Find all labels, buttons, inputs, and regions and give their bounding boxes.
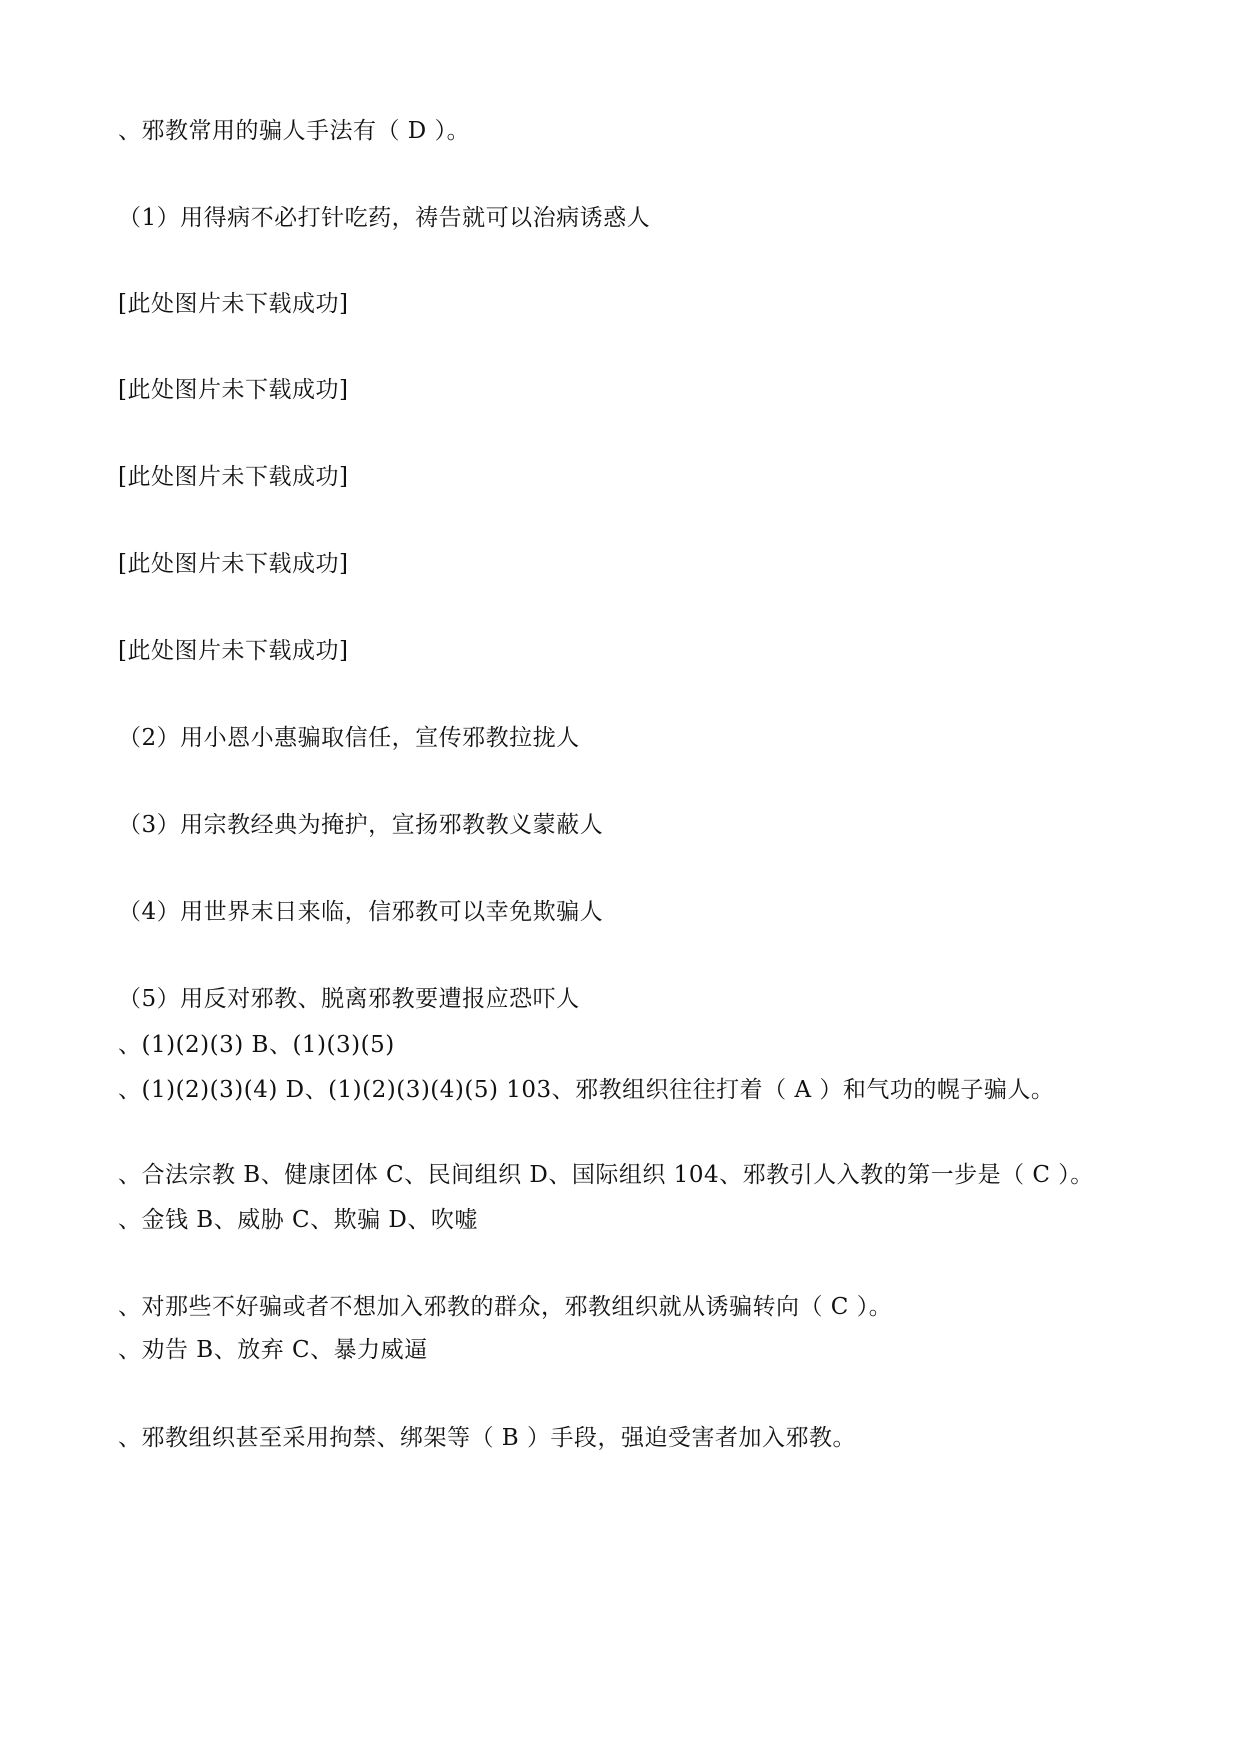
question-line: 、邪教常用的骗人手法有（ D ）。 [118,118,471,144]
question-line: 、邪教组织甚至采用拘禁、绑架等（ B ）手段，强迫受害者加入邪教。 [118,1425,857,1451]
image-placeholder: [此处图片未下载成功] [118,638,349,664]
option-line: （5）用反对邪教、脱离邪教要遭报应恐吓人 [118,986,580,1012]
answer-choices: 、(1)(2)(3)(4) D、(1)(2)(3)(4)(5) 103、邪教组织往往打着（ A ）和气功的幌子骗人。 [118,1077,1055,1103]
image-placeholder: [此处图片未下载成功] [118,464,349,490]
option-line: （4）用世界末日来临，信邪教可以幸免欺骗人 [118,899,604,925]
answer-choices: 、合法宗教 B、健康团体 C、民间组织 D、国际组织 104、邪教引人入教的第一步是（ C ）。 [118,1162,1094,1188]
image-placeholder: [此处图片未下载成功] [118,551,349,577]
question-line: 、对那些不好骗或者不想加入邪教的群众，邪教组织就从诱骗转向（ C ）。 [118,1294,893,1320]
answer-choices: 、(1)(2)(3) B、(1)(3)(5) [118,1032,395,1058]
option-line: （3）用宗教经典为掩护，宣扬邪教教义蒙蔽人 [118,812,604,838]
option-line: （1）用得病不必打针吃药，祷告就可以治病诱惑人 [118,205,651,231]
answer-choices: 、金钱 B、威胁 C、欺骗 D、吹嘘 [118,1207,478,1233]
answer-choices: 、劝告 B、放弃 C、暴力威逼 [118,1337,428,1363]
option-line: （2）用小恩小惠骗取信任，宣传邪教拉拢人 [118,725,580,751]
image-placeholder: [此处图片未下载成功] [118,377,349,403]
image-placeholder: [此处图片未下载成功] [118,291,349,317]
